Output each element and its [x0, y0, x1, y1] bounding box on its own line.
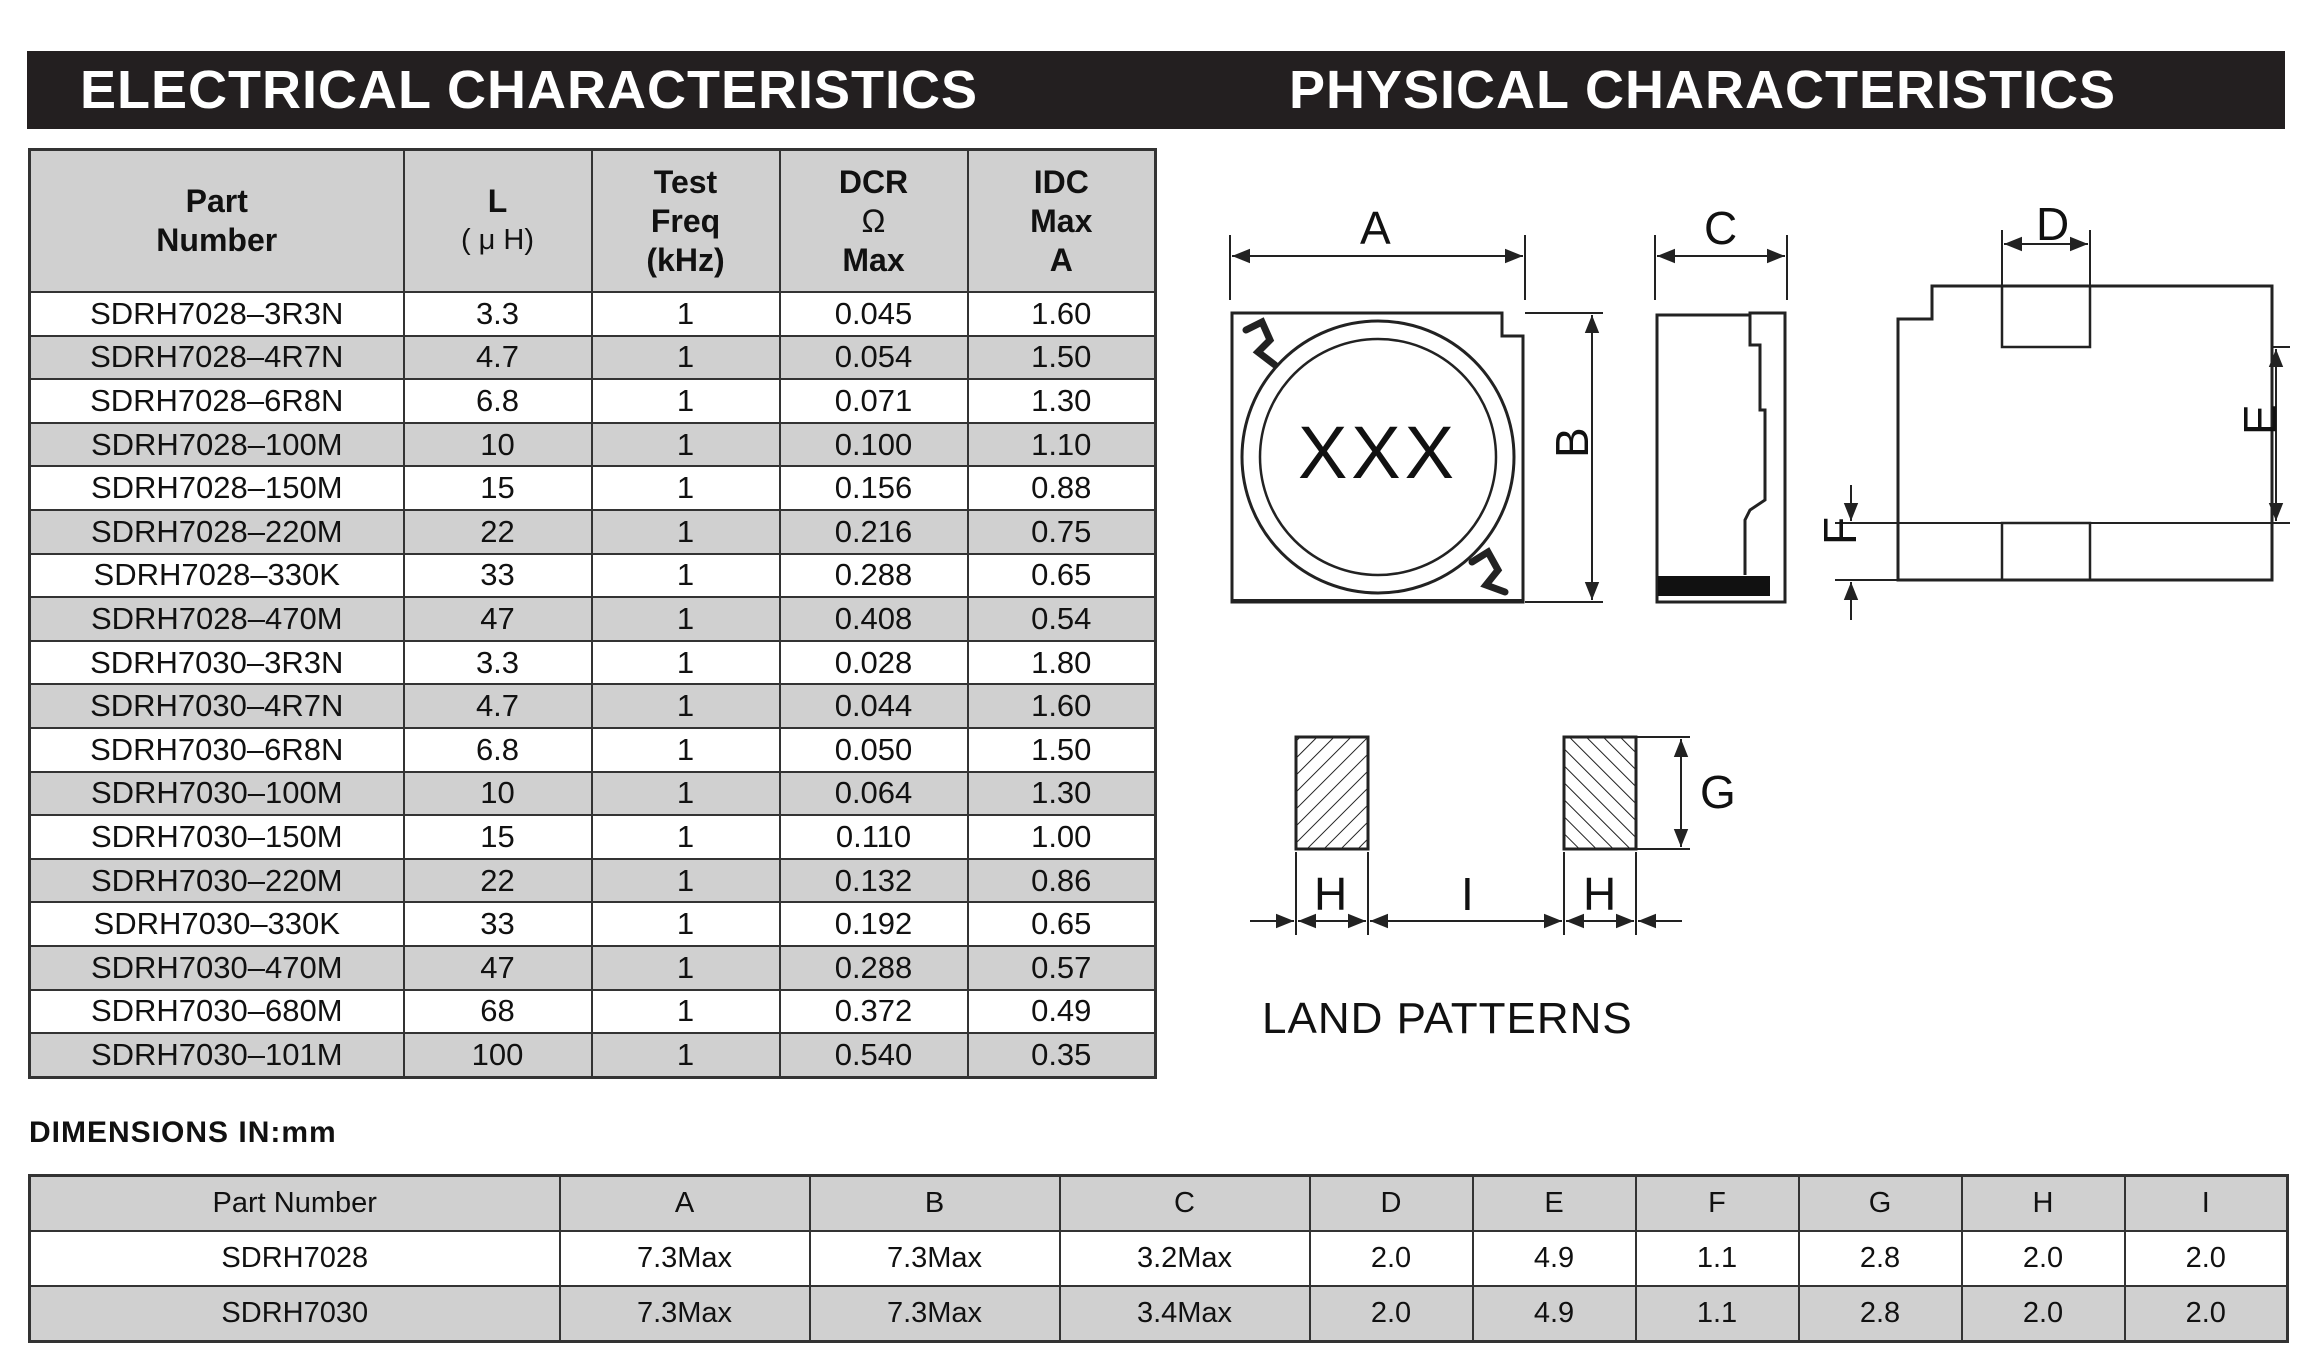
cell-dcr: 0.045 [780, 292, 968, 336]
cell-test-freq: 1 [592, 641, 780, 685]
dim-label-i: I [1461, 868, 1474, 920]
cell-part-number: SDRH7030–680M [30, 990, 404, 1034]
cell-part-number: SDRH7030–330K [30, 902, 404, 946]
cell-part-number: SDRH7028–100M [30, 423, 404, 467]
cell-test-freq: 1 [592, 379, 780, 423]
land-patterns-title: LAND PATTERNS [1262, 994, 1633, 1043]
dim-cell: SDRH7028 [30, 1231, 560, 1286]
cell-dcr: 0.071 [780, 379, 968, 423]
dim-header-cell: Part Number [30, 1176, 560, 1232]
cell-test-freq: 1 [592, 684, 780, 728]
dim-cell: 1.1 [1636, 1286, 1799, 1342]
cell-test-freq: 1 [592, 423, 780, 467]
cell-part-number: SDRH7030–6R8N [30, 728, 404, 772]
dim-label-b: B [1546, 427, 1598, 458]
dim-cell: 2.8 [1799, 1286, 1962, 1342]
dim-cell: 4.9 [1473, 1231, 1636, 1286]
cell-inductance: 22 [404, 510, 592, 554]
cell-dcr: 0.288 [780, 946, 968, 990]
dim-cell: 3.2Max [1060, 1231, 1310, 1286]
cell-inductance: 4.7 [404, 684, 592, 728]
cell-idc: 0.75 [968, 510, 1156, 554]
dim-header-cell: G [1799, 1176, 1962, 1232]
cell-inductance: 47 [404, 597, 592, 641]
dim-label-c: C [1704, 202, 1738, 254]
cell-inductance: 6.8 [404, 728, 592, 772]
cell-inductance: 33 [404, 554, 592, 598]
dim-cell: 2.0 [1310, 1231, 1473, 1286]
dim-label-h-right: H [1583, 868, 1617, 920]
dim-cell: 2.8 [1799, 1231, 1962, 1286]
cell-idc: 0.65 [968, 554, 1156, 598]
cell-dcr: 0.192 [780, 902, 968, 946]
header-idc: IDC Max A [968, 150, 1156, 293]
cell-dcr: 0.288 [780, 554, 968, 598]
dim-cell: 1.1 [1636, 1231, 1799, 1286]
cell-test-freq: 1 [592, 510, 780, 554]
cell-test-freq: 1 [592, 597, 780, 641]
dim-cell: 4.9 [1473, 1286, 1636, 1342]
cell-inductance: 22 [404, 859, 592, 903]
cell-dcr: 0.054 [780, 336, 968, 380]
cell-test-freq: 1 [592, 554, 780, 598]
cell-idc: 1.50 [968, 728, 1156, 772]
cell-part-number: SDRH7030–220M [30, 859, 404, 903]
cell-inductance: 4.7 [404, 336, 592, 380]
cell-idc: 0.57 [968, 946, 1156, 990]
cell-dcr: 0.050 [780, 728, 968, 772]
cell-part-number: SDRH7028–150M [30, 466, 404, 510]
cell-test-freq: 1 [592, 859, 780, 903]
dimensions-table [28, 1174, 2289, 1343]
cell-test-freq: 1 [592, 466, 780, 510]
cell-idc: 1.60 [968, 684, 1156, 728]
side-view [1655, 235, 1787, 602]
cell-test-freq: 1 [592, 990, 780, 1034]
cell-dcr: 0.100 [780, 423, 968, 467]
cell-part-number: SDRH7030–3R3N [30, 641, 404, 685]
cell-idc: 1.50 [968, 336, 1156, 380]
cell-test-freq: 1 [592, 336, 780, 380]
dim-cell: 7.3Max [560, 1286, 810, 1342]
cell-part-number: SDRH7028–330K [30, 554, 404, 598]
cell-idc: 0.86 [968, 859, 1156, 903]
cell-inductance: 15 [404, 815, 592, 859]
dim-cell: 7.3Max [560, 1231, 810, 1286]
dimensions-label: DIMENSIONS IN:mm [29, 1116, 337, 1149]
cell-dcr: 0.156 [780, 466, 968, 510]
dim-cell: 2.0 [1962, 1231, 2125, 1286]
dim-cell: 2.0 [1962, 1286, 2125, 1342]
cell-test-freq: 1 [592, 1033, 780, 1077]
dim-label-d: D [2036, 198, 2070, 250]
header-part-number: Part Number [30, 150, 404, 293]
cell-inductance: 10 [404, 423, 592, 467]
dim-header-cell: B [810, 1176, 1060, 1232]
cell-inductance: 15 [404, 466, 592, 510]
dimensions-row [30, 1286, 2288, 1342]
dim-cell: SDRH7030 [30, 1286, 560, 1342]
cell-idc: 1.10 [968, 423, 1156, 467]
cell-dcr: 0.408 [780, 597, 968, 641]
dim-cell: 7.3Max [810, 1231, 1060, 1286]
cell-inductance: 33 [404, 902, 592, 946]
cell-idc: 1.80 [968, 641, 1156, 685]
cell-inductance: 100 [404, 1033, 592, 1077]
cell-idc: 0.35 [968, 1033, 1156, 1077]
cell-dcr: 0.372 [780, 990, 968, 1034]
bottom-view [1835, 230, 2290, 620]
dim-header-cell: D [1310, 1176, 1473, 1232]
physical-characteristics-title: PHYSICAL CHARACTERISTICS [1289, 60, 2117, 120]
cell-idc: 1.30 [968, 772, 1156, 816]
part-marking-text: XXX [1297, 411, 1459, 494]
cell-test-freq: 1 [592, 815, 780, 859]
cell-idc: 0.65 [968, 902, 1156, 946]
cell-part-number: SDRH7030–4R7N [30, 684, 404, 728]
cell-inductance: 10 [404, 772, 592, 816]
dim-label-f: F [1814, 516, 1866, 545]
cell-idc: 0.49 [968, 990, 1156, 1034]
cell-inductance: 47 [404, 946, 592, 990]
dim-header-cell: H [1962, 1176, 2125, 1232]
cell-dcr: 0.216 [780, 510, 968, 554]
cell-part-number: SDRH7028–470M [30, 597, 404, 641]
cell-dcr: 0.110 [780, 815, 968, 859]
cell-idc: 0.88 [968, 466, 1156, 510]
cell-part-number: SDRH7028–3R3N [30, 292, 404, 336]
dim-label-a: A [1360, 202, 1391, 254]
dim-cell: 2.0 [1310, 1286, 1473, 1342]
cell-inductance: 68 [404, 990, 592, 1034]
cell-part-number: SDRH7030–470M [30, 946, 404, 990]
dim-label-g: G [1700, 766, 1736, 818]
cell-part-number: SDRH7028–220M [30, 510, 404, 554]
cell-inductance: 6.8 [404, 379, 592, 423]
cell-dcr: 0.064 [780, 772, 968, 816]
dim-label-e: E [2234, 404, 2286, 435]
cell-part-number: SDRH7028–6R8N [30, 379, 404, 423]
cell-part-number: SDRH7028–4R7N [30, 336, 404, 380]
cell-part-number: SDRH7030–100M [30, 772, 404, 816]
dimensions-row [30, 1231, 2288, 1286]
dim-label-h-left: H [1314, 868, 1348, 920]
dim-cell: 7.3Max [810, 1286, 1060, 1342]
cell-part-number: SDRH7030–101M [30, 1033, 404, 1077]
cell-test-freq: 1 [592, 772, 780, 816]
header-test-freq: Test Freq (kHz) [592, 150, 780, 293]
cell-part-number: SDRH7030–150M [30, 815, 404, 859]
dim-header-cell: E [1473, 1176, 1636, 1232]
dim-header-cell: I [2125, 1176, 2288, 1232]
cell-test-freq: 1 [592, 728, 780, 772]
cell-idc: 1.60 [968, 292, 1156, 336]
dim-header-cell: A [560, 1176, 810, 1232]
cell-test-freq: 1 [592, 292, 780, 336]
cell-idc: 1.00 [968, 815, 1156, 859]
cell-idc: 1.30 [968, 379, 1156, 423]
cell-test-freq: 1 [592, 946, 780, 990]
header-inductance: L ( μ H) [404, 150, 592, 293]
cell-inductance: 3.3 [404, 641, 592, 685]
dimensions-header-row [30, 1176, 2288, 1232]
header-dcr: DCR Ω Max [780, 150, 968, 293]
cell-dcr: 0.028 [780, 641, 968, 685]
cell-inductance: 3.3 [404, 292, 592, 336]
dim-cell: 3.4Max [1060, 1286, 1310, 1342]
dim-header-cell: F [1636, 1176, 1799, 1232]
dim-cell: 2.0 [2125, 1286, 2288, 1342]
cell-test-freq: 1 [592, 902, 780, 946]
cell-dcr: 0.132 [780, 859, 968, 903]
cell-dcr: 0.044 [780, 684, 968, 728]
dim-header-cell: C [1060, 1176, 1310, 1232]
dim-cell: 2.0 [2125, 1231, 2288, 1286]
electrical-characteristics-title: ELECTRICAL CHARACTERISTICS [80, 60, 979, 120]
cell-idc: 0.54 [968, 597, 1156, 641]
cell-dcr: 0.540 [780, 1033, 968, 1077]
